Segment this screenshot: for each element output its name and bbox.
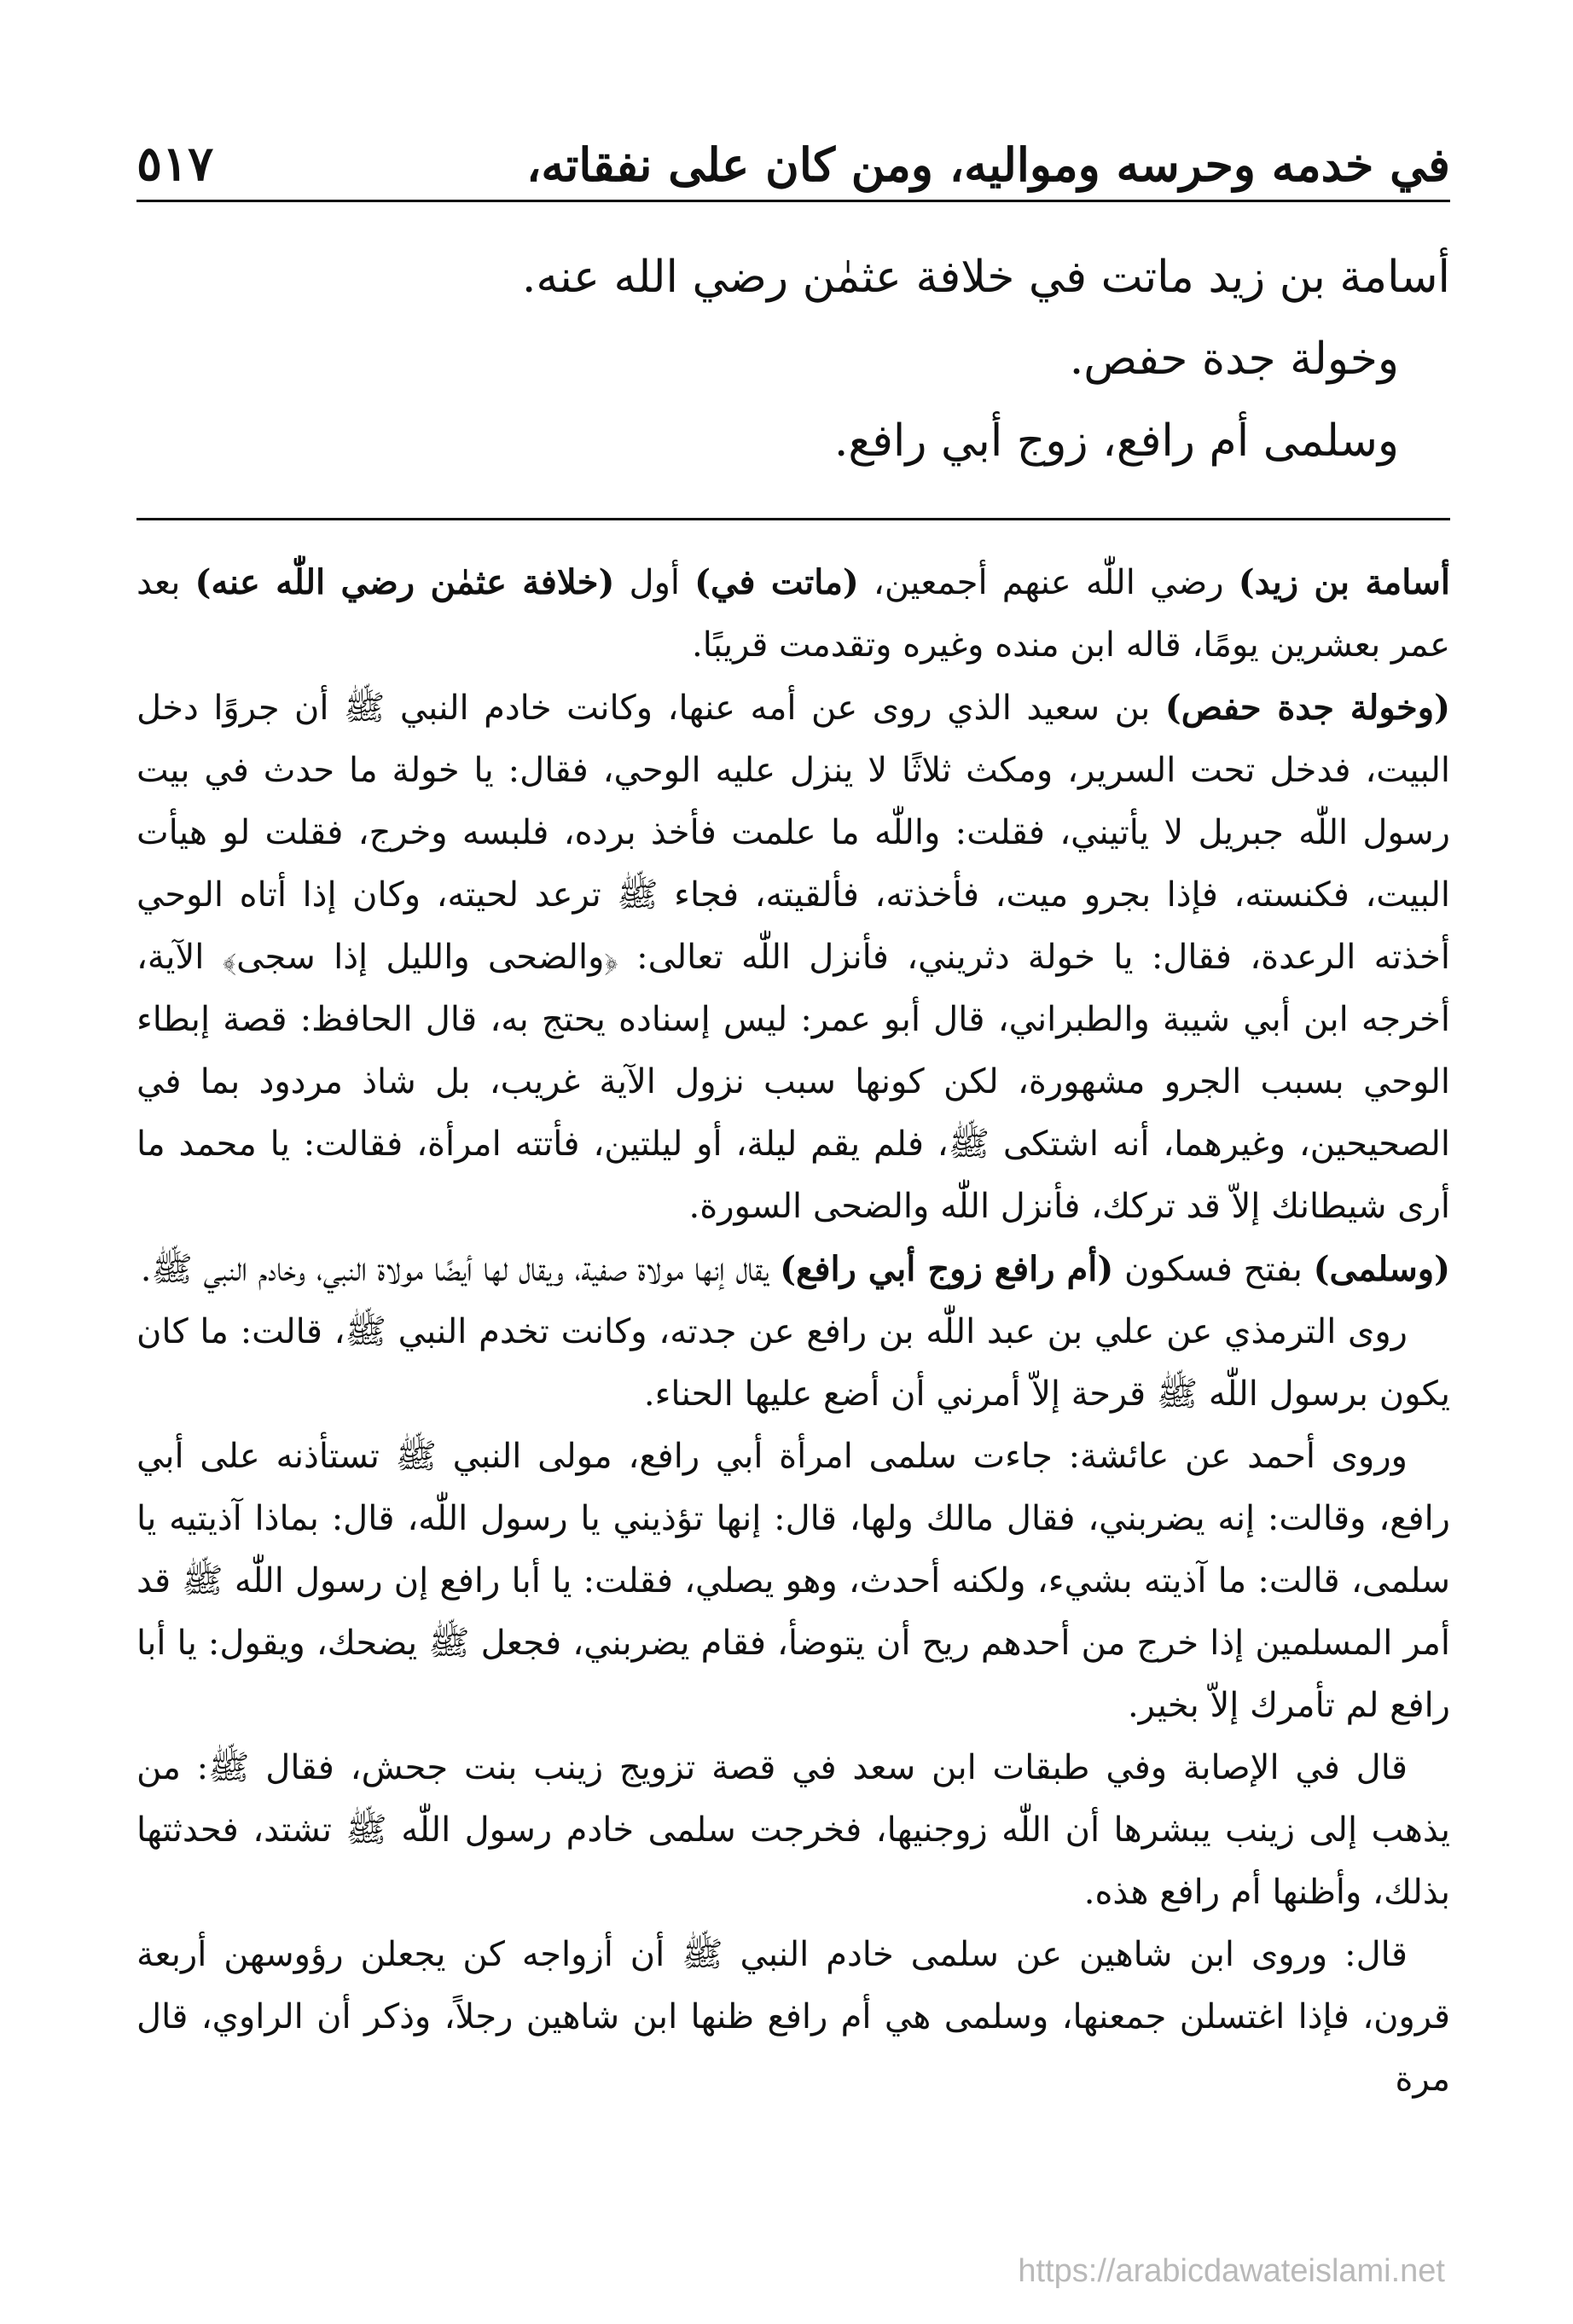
header-divider [136, 200, 1450, 202]
commentary-paragraph [136, 551, 1450, 677]
commentary-divider [136, 518, 1450, 520]
commentary-text: رضي اللّٰه عنهم أجمعين، [858, 563, 1239, 602]
quoted-phrase: (أم رافع زوج أبي رافع) [780, 1249, 1114, 1289]
commentary-paragraph: قال: وروى ابن شاهين عن سلمى خادم النبي ﷺ أن أزواجه كن يجعلن رؤوسهن أربعة قرون، فإذا اغتسلن جمعنها، وسلمى هي أم رافع ظنها ابن شاهين رجلاً، وذكر أن الراوي، قال مرة [136, 1935, 1450, 2099]
quoted-phrase: (وخولة جدة حفص) [1164, 688, 1451, 728]
commentary-paragraph: قال في الإصابة وفي طبقات ابن سعد في قصة تزويج زينب بنت جحش، فقال ﷺ: من يذهب إلى زينب يبشرها أن اللّٰه زوجنيها، فخرجت سلمى خادم رسول اللّٰه ﷺ تشتد، فحدثتها بذلك، وأظنها أم رافع هذه. [136, 1748, 1450, 1912]
commentary-text: بعد عمر بعشرين يومًا، قاله ابن منده وغيره وتقدمت قريبًا. [136, 563, 1450, 665]
main-text-line: وسلمى أم رافع، زوج أبي رافع. [833, 415, 1399, 467]
main-text-line: وخولة جدة حفص. [1069, 334, 1399, 385]
running-header [136, 102, 1450, 192]
commentary-paragraph: روى الترمذي عن علي بن عبد اللّٰه بن رافع عن جدته، وكانت تخدم النبي ﷺ، قالت: ما كان يكون برسول اللّٰه ﷺ قرحة إلاّ أمرني أن أضع عليها الحناء. [136, 1312, 1450, 1414]
main-text [136, 236, 1450, 482]
quoted-phrase: (وسلمى) [1313, 1249, 1450, 1289]
quoted-phrase: أسامة بن زيد) [1238, 562, 1451, 602]
page-number: ٥١٧ [136, 136, 214, 192]
commentary-paragraph [136, 677, 1450, 1238]
commentary [136, 551, 1450, 2111]
commentary-text: بفتح فسكون [1113, 1250, 1314, 1289]
quoted-phrase: (ماتت في) [694, 562, 859, 602]
commentary-text: أول [614, 563, 695, 602]
commentary-text: بن سعيد الذي روى عن أمه عنها، وكانت خادم النبي ﷺ أن جروًا دخل البيت، فدخل تحت السرير، ومكث ثلاثًا لا ينزل عليه الوحي، فقال: يا خولة ما حدث في بيت رسول اللّٰه جبريل لا يأتيني، فقلت: واللّٰه ما علمت فأخذ برده، فلبسه وخرج، فقلت لو هيأت البيت، فكنسته، فإذا بجرو ميت، فأخذته، فألقيته، فجاء ﷺ ترعد لحيته، وكان إذا أتاه الوحي أخذته الرعدة، فقال: يا خولة دثريني، فأنزل اللّٰه تعالى: ﴿والضحى والليل إذا سجى﴾ الآية، أخرجه ابن أبي شيبة والطبراني، قال أبو عمر: ليس إسناده يحتج به، قال الحافظ: قصة إبطاء الوحي بسبب الجرو مشهورة، لكن كونها سبب نزول الآية غريب، بل شاذ مردود بما في الصحيحين، وغيرهما، أنه اشتكى ﷺ، فلم يقم ليلة، أو ليلتين، فأتته امرأة، فقالت: يا محمد ما أرى شيطانك إلاّ قد تركك، فأنزل اللّٰه والضحى السورة. [136, 688, 1450, 1226]
commentary-text: يقال إنها مولاة صفية، ويقال لها أيضًا مولاة النبي، وخادم النبي ﷺ. [140, 1250, 781, 1289]
commentary-paragraph [136, 1238, 1450, 1301]
quoted-phrase: (خلافة عثمٰن رضي اللّٰه عنه) [194, 562, 615, 602]
book-page [136, 102, 1450, 2269]
main-text-line: أسامة بن زيد ماتت في خلافة عثمٰن رضي الله عنه. [521, 252, 1450, 303]
commentary-paragraph: وروى أحمد عن عائشة: جاءت سلمى امرأة أبي رافع، مولى النبي ﷺ تستأذنه على أبي رافع، وقالت: إنه يضربني، فقال مالك ولها، قال: إنها تؤذيني يا رسول اللّٰه، قال: بماذا آذيتيه يا سلمى، قالت: ما آذيته بشيء، ولكنه أحدث، وهو يصلي، فقلت: يا أبا رافع إن رسول اللّٰه ﷺ قد أمر المسلمين إذا خرج من أحدهم ريح أن يتوضأ، فقام يضربني، فجعل ﷺ يضحك، ويقول: يا أبا رافع لم تأمرك إلاّ بخير. [136, 1437, 1450, 1725]
watermark-url: https://arabicdawateislami.net [1018, 2253, 1445, 2289]
running-title: في خدمه وحرسه ومواليه، ومن كان على نفقاته، [525, 137, 1450, 192]
